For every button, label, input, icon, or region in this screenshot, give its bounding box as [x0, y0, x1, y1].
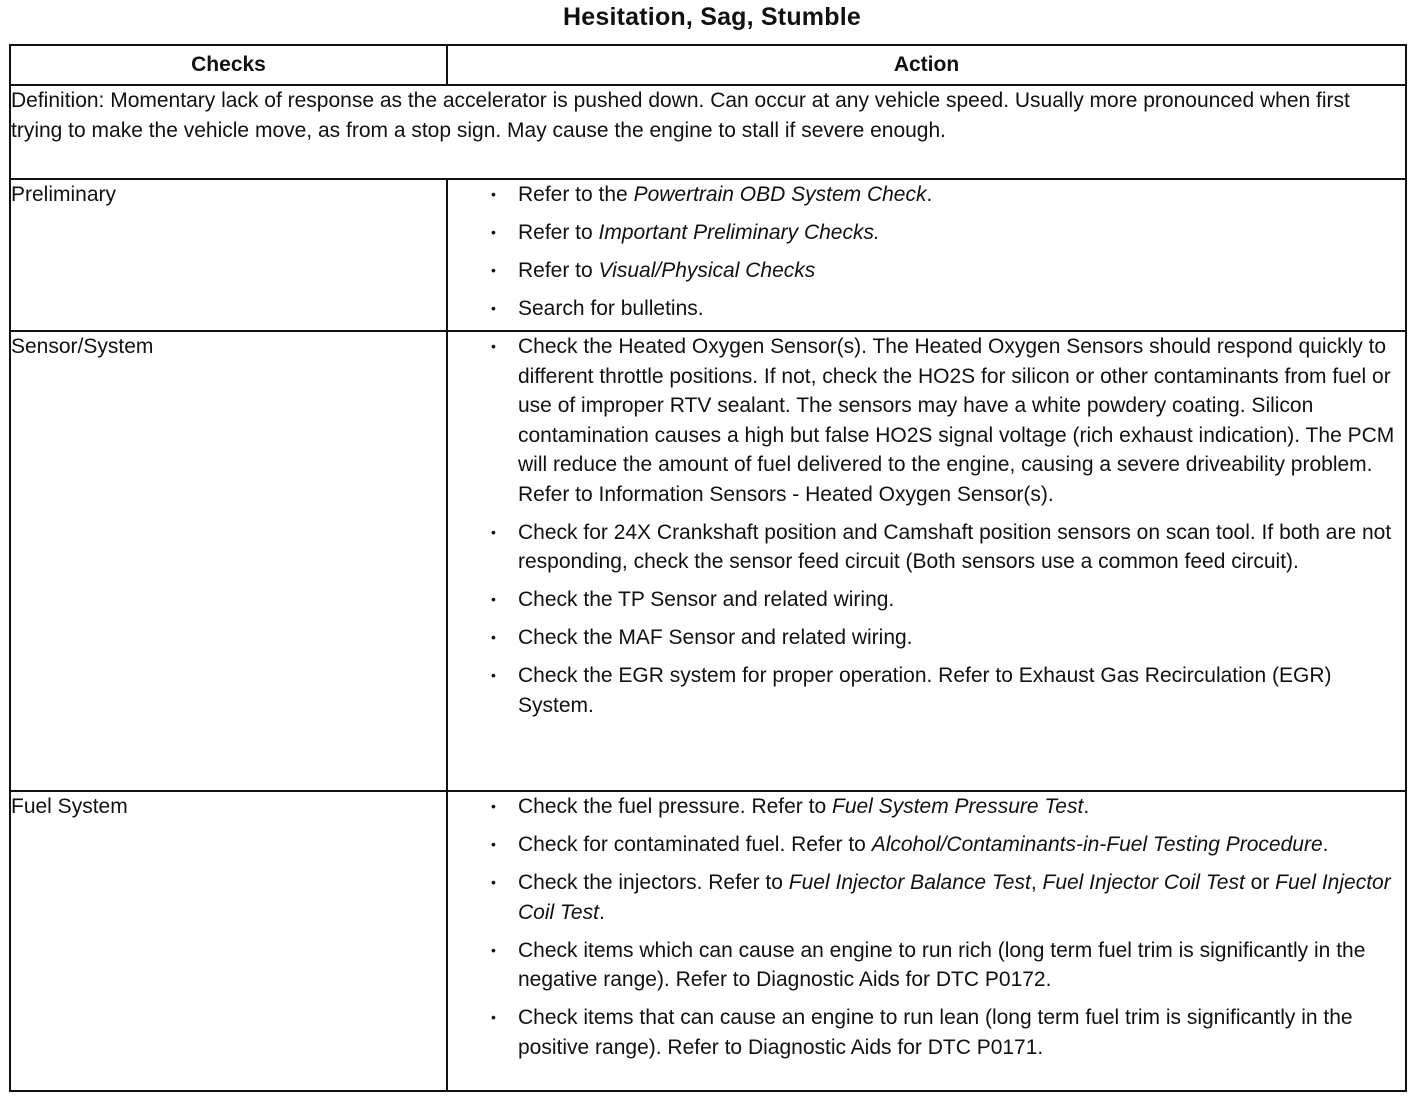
action-item	[448, 792, 1405, 822]
action-item	[448, 661, 1405, 720]
procedure-reference: Fuel Injector Coil Test	[1042, 871, 1245, 894]
header-row	[10, 45, 1406, 85]
procedure-reference: Alcohol/Contaminants-in-Fuel Testing Procedure	[871, 833, 1323, 856]
table-row-sensor-system	[10, 331, 1406, 791]
action-cell-fuel-system	[447, 791, 1406, 1091]
action-list-sensor-system	[448, 332, 1405, 720]
action-item	[448, 936, 1405, 995]
action-text: Search for bulletins.	[518, 297, 704, 320]
table-row-fuel-system	[10, 791, 1406, 1091]
action-text: .	[926, 183, 933, 206]
action-text: Check items which can cause an engine to run rich (long term fuel trim is significantly in the negative range). Refer to Diagnostic Aids for DTC P0172.	[518, 938, 1366, 991]
column-header-checks: Checks	[10, 45, 447, 85]
definition-row	[10, 85, 1406, 179]
bullet-icon: •	[491, 591, 496, 607]
action-item	[448, 868, 1405, 927]
column-header-action: Action	[447, 45, 1406, 85]
action-item	[448, 294, 1405, 324]
action-text: Refer to	[518, 221, 599, 244]
action-text: Check for 24X Crankshaft position and Camshaft position sensors on scan tool. If both are not responding, check the sensor feed circuit (Both sensors use a common feed circuit).	[518, 520, 1392, 573]
action-text: Check the Heated Oxygen Sensor(s). The Heated Oxygen Sensors should respond quickly to different throttle positions. If not, check the HO2S for silicon or other contaminants from fuel or use of improper RTV sealant. The sensors may have a white powdery coating. Silicon contamination causes a high but false HO2S signal voltage (rich exhaust indication). The PCM will reduce the amount of fuel delivered to the engine, causing a severe driveability problem. Refer to Information Sensors - Heated Oxygen Sensor(s).	[518, 335, 1395, 506]
procedure-reference: Powertrain OBD System Check	[633, 183, 927, 206]
action-text: .	[1322, 833, 1329, 856]
action-text: Check the TP Sensor and related wiring.	[518, 588, 895, 611]
procedure-reference: Fuel Injector Balance Test	[788, 871, 1031, 894]
bullet-icon: •	[491, 338, 496, 354]
action-text: or	[1244, 871, 1276, 894]
action-text: Refer to	[518, 259, 599, 282]
bullet-icon: •	[491, 667, 496, 683]
check-label-sensor-system: Sensor/System	[10, 331, 447, 791]
bullet-icon: •	[491, 300, 496, 316]
action-item	[448, 1003, 1405, 1062]
action-text: Check the injectors. Refer to	[518, 871, 789, 894]
action-text: Check the MAF Sensor and related wiring.	[518, 626, 913, 649]
action-text: Check the fuel pressure. Refer to	[518, 795, 832, 818]
action-item	[448, 518, 1405, 577]
action-cell-preliminary	[447, 179, 1406, 331]
procedure-reference: Fuel Injector Coil Test	[518, 871, 1391, 924]
table-row-preliminary	[10, 179, 1406, 331]
bullet-icon: •	[491, 836, 496, 852]
action-text: .	[598, 900, 605, 924]
procedure-reference: Visual/Physical Checks	[598, 259, 816, 282]
bullet-icon: •	[491, 874, 496, 890]
bullet-icon: •	[491, 224, 496, 240]
diagnostic-table	[9, 44, 1407, 1092]
action-list-fuel-system	[448, 792, 1405, 1062]
bullet-icon: •	[491, 629, 496, 645]
check-label-preliminary: Preliminary	[10, 179, 447, 331]
bullet-icon: •	[491, 523, 496, 540]
page-title: Hesitation, Sag, Stumble	[563, 3, 861, 31]
action-text: Check for contaminated fuel. Refer to	[518, 833, 872, 856]
action-text: Refer to the	[518, 183, 634, 206]
bullet-icon: •	[491, 941, 496, 958]
action-item	[448, 830, 1405, 860]
bullet-icon: •	[491, 798, 496, 814]
action-list-preliminary	[448, 180, 1405, 324]
procedure-reference: Fuel System Pressure Test	[832, 795, 1084, 818]
check-label-fuel-system: Fuel System	[10, 791, 447, 1091]
action-text: Check items that can cause an engine to run lean (long term fuel trim is significantly in the positive range). Refer to Diagnostic Aids for DTC P0171.	[518, 1006, 1353, 1059]
procedure-reference: Important Preliminary Checks.	[598, 221, 880, 244]
action-item	[448, 332, 1405, 509]
action-item	[448, 623, 1405, 653]
bullet-icon: •	[491, 1009, 496, 1025]
action-text: Check the EGR system for proper operation. Refer to Exhaust Gas Recirculation (EGR) System.	[518, 664, 1332, 717]
action-item	[448, 256, 1405, 286]
action-item	[448, 218, 1405, 248]
action-item	[448, 585, 1405, 615]
action-cell-sensor-system	[447, 331, 1406, 791]
action-item	[448, 180, 1405, 210]
action-text: ,	[1030, 871, 1043, 894]
bullet-icon: •	[491, 262, 496, 278]
bullet-icon: •	[491, 186, 496, 202]
action-text: .	[1083, 795, 1090, 818]
definition-text: Definition: Momentary lack of response as the accelerator is pushed down. Can occur at any vehicle speed. Usually more pronounced when first trying to make the vehicle move, as from a stop sign. May cause the engine to stall if severe enough.	[10, 85, 1406, 179]
